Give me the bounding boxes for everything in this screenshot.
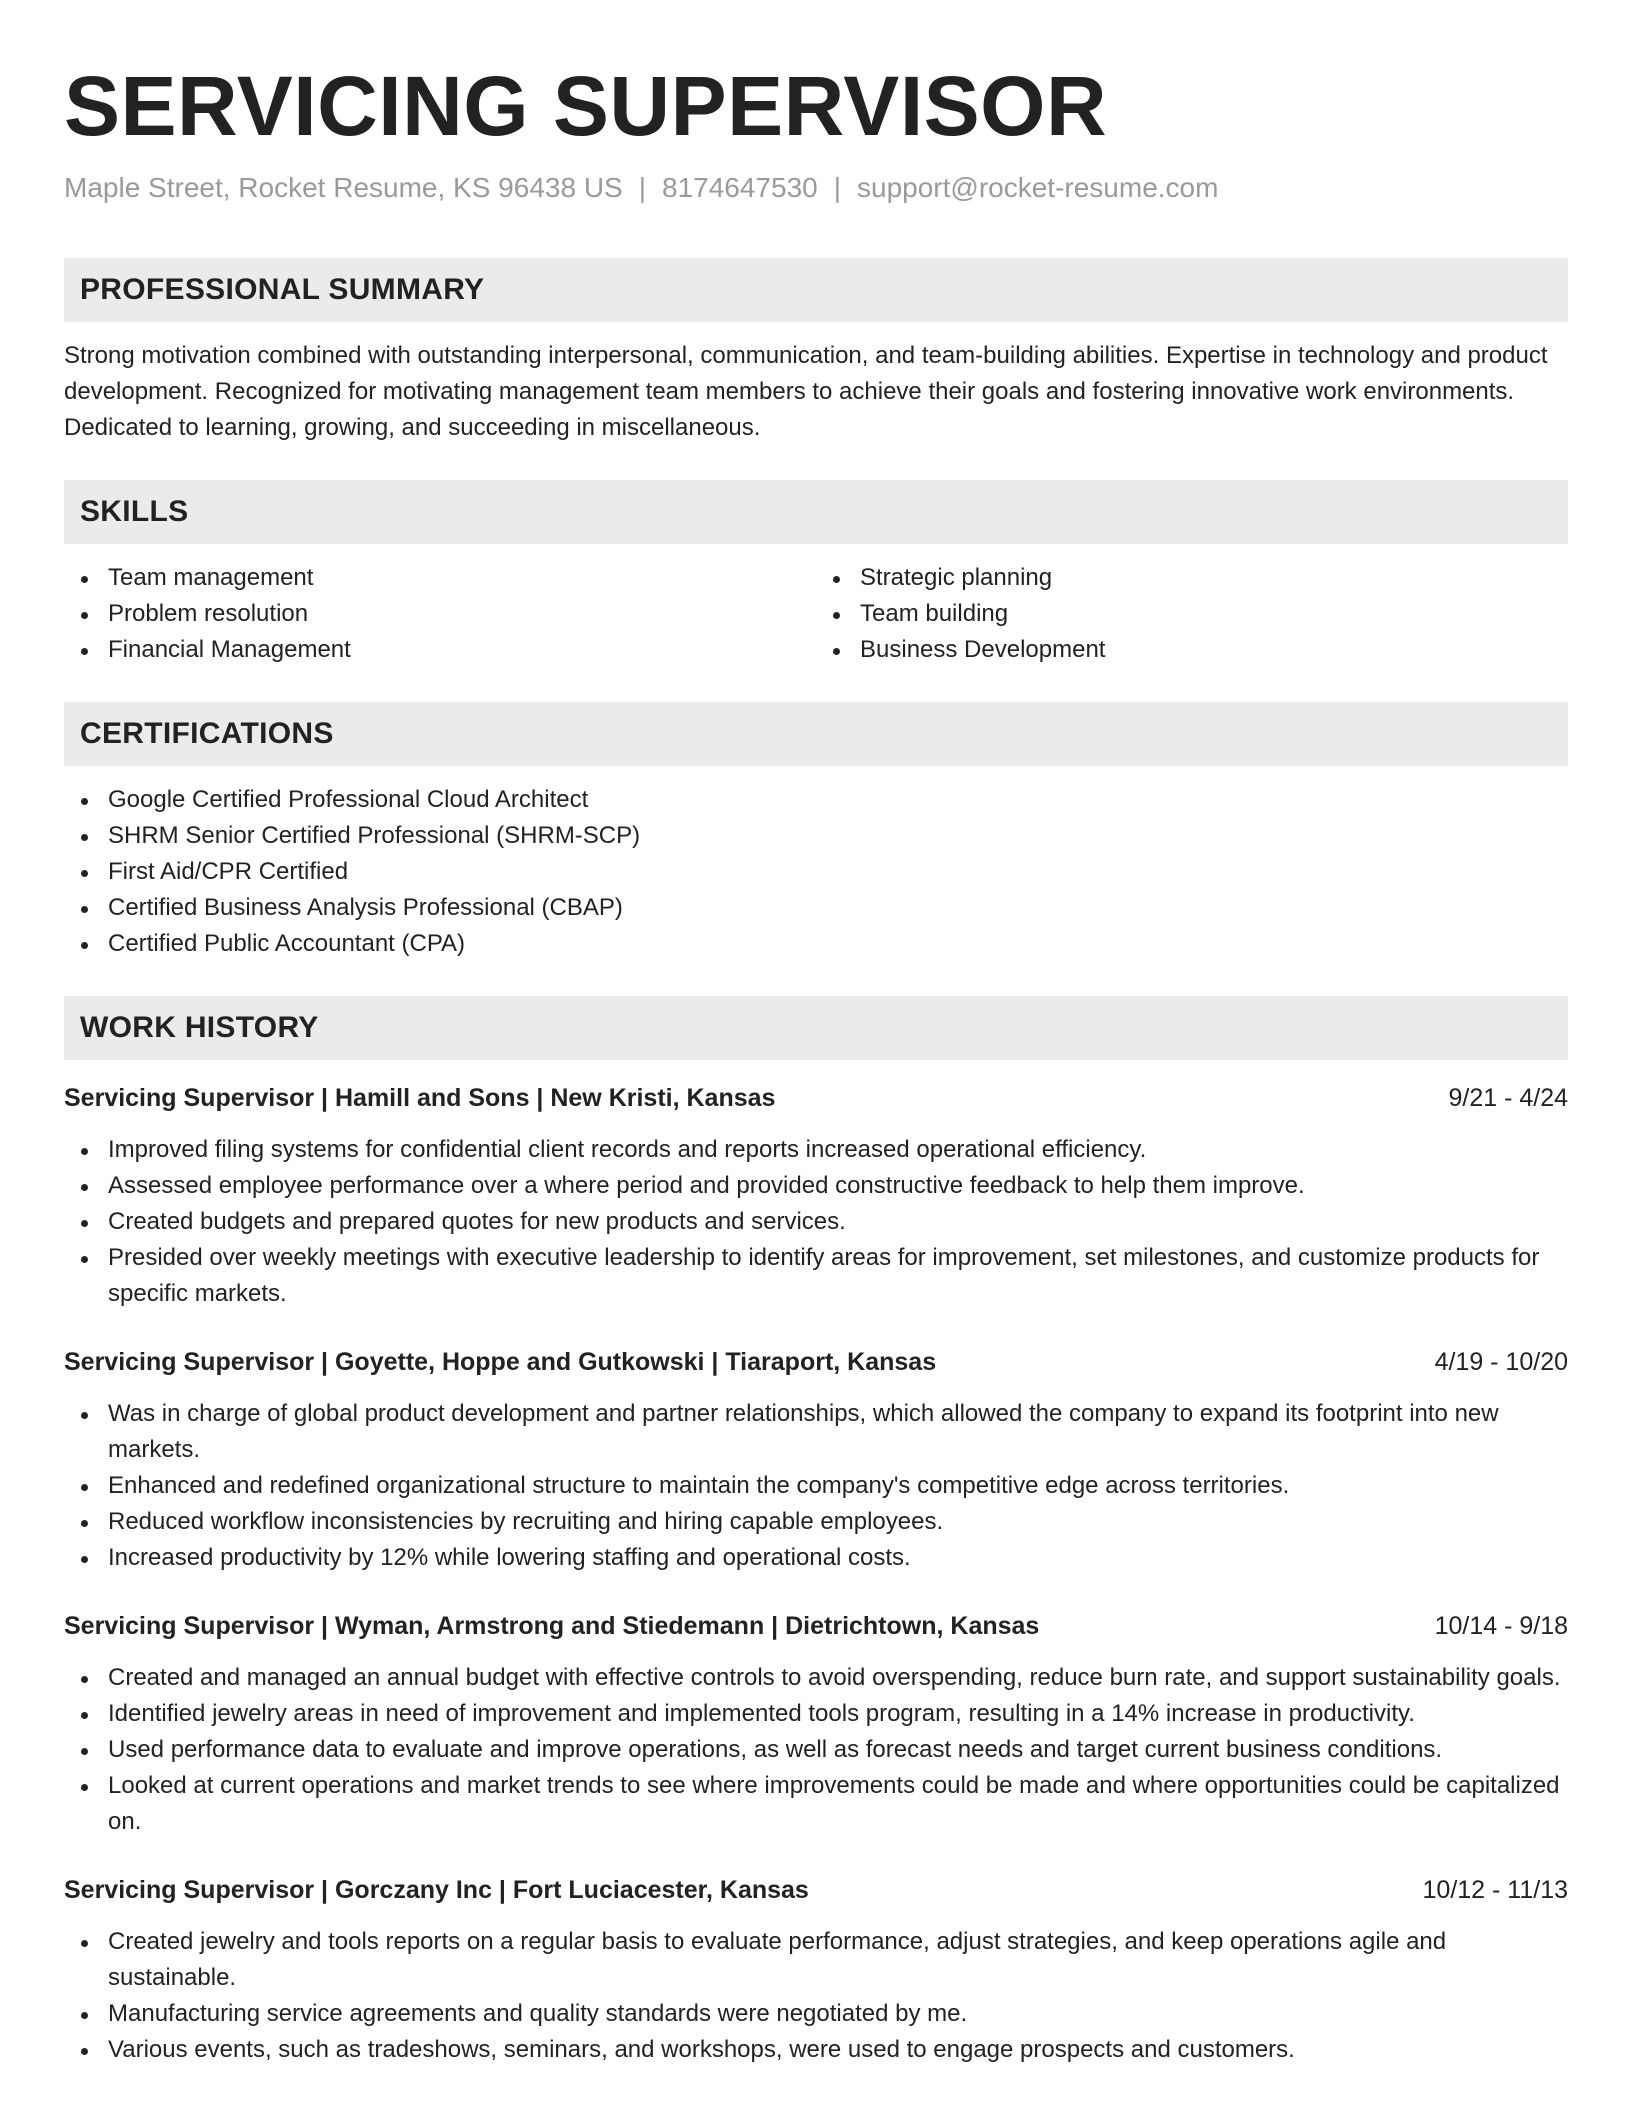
job-header [64, 1608, 1568, 1644]
job-bullet: Presided over weekly meetings with executive leadership to identify areas for improvement, set milestones, and customize products for specific markets. [64, 1240, 1568, 1312]
job-bullet: Assessed employee performance over a where period and provided constructive feedback to help them improve. [64, 1168, 1568, 1204]
contact-line [64, 170, 1568, 206]
skill-item: Team building [816, 596, 1568, 632]
job-bullet: Created budgets and prepared quotes for new products and services. [64, 1204, 1568, 1240]
skill-item: Problem resolution [64, 596, 816, 632]
summary-text: Strong motivation combined with outstanding interpersonal, communication, and team-building abilities. Expertise in technology and product development. Recognized for motivating management team members to achieve their goals and fostering innovative work environments. Dedicated to learning, growing, and succeeding in miscellaneous. [64, 342, 1548, 441]
job-header [64, 1344, 1568, 1380]
skill-item: Team management [64, 560, 816, 596]
skills-heading: SKILLS [80, 495, 189, 528]
job-title: Servicing Supervisor | Goyette, Hoppe and Gutkowski | Tiaraport, Kansas [64, 1348, 937, 1376]
skills-section-header [64, 480, 1568, 544]
job-entry [64, 1608, 1568, 1840]
skills-column-right [816, 560, 1568, 668]
job-dates: 10/12 - 11/13 [1422, 1876, 1568, 1904]
job-header [64, 1080, 1568, 1116]
job-bullet: Was in charge of global product development and partner relationships, which allowed the company to expand its footprint into new markets. [64, 1396, 1568, 1468]
job-bullet: Increased productivity by 12% while lowering staffing and operational costs. [64, 1540, 1568, 1576]
address: Maple Street, Rocket Resume, KS 96438 US [64, 172, 623, 203]
job-title: Servicing Supervisor | Wyman, Armstrong and Stiedemann | Dietrichtown, Kansas [64, 1612, 1040, 1640]
skills-list [64, 560, 1568, 668]
job-header [64, 1872, 1568, 1908]
job-bullets [64, 1660, 1568, 1840]
skill-item: Strategic planning [816, 560, 1568, 596]
work-history-section-header [64, 996, 1568, 1060]
certification-item: First Aid/CPR Certified [64, 854, 1568, 890]
job-title: Servicing Supervisor | Hamill and Sons | New Kristi, Kansas [64, 1084, 776, 1112]
job-bullet: Reduced workflow inconsistencies by recruiting and hiring capable employees. [64, 1504, 1568, 1540]
job-bullet: Created jewelry and tools reports on a regular basis to evaluate performance, adjust strategies, and keep operations agile and sustainable. [64, 1924, 1568, 1996]
job-bullets [64, 1924, 1568, 2068]
skills-column-left [64, 560, 816, 668]
skill-item: Financial Management [64, 632, 816, 668]
certification-item: Certified Business Analysis Professional (CBAP) [64, 890, 1568, 926]
job-entry [64, 1080, 1568, 1312]
certification-item: Google Certified Professional Cloud Architect [64, 782, 1568, 818]
certifications-heading: CERTIFICATIONS [80, 717, 334, 750]
job-bullet: Identified jewelry areas in need of improvement and implemented tools program, resulting in a 14% increase in productivity. [64, 1696, 1568, 1732]
job-bullet: Created and managed an annual budget with effective controls to avoid overspending, reduce burn rate, and support sustainability goals. [64, 1660, 1568, 1696]
job-title: Servicing Supervisor | Gorczany Inc | Fort Luciacester, Kansas [64, 1876, 809, 1904]
certification-item: SHRM Senior Certified Professional (SHRM-SCP) [64, 818, 1568, 854]
work-history-heading: WORK HISTORY [80, 1011, 319, 1044]
job-bullet: Various events, such as tradeshows, seminars, and workshops, were used to engage prospects and customers. [64, 2032, 1568, 2068]
job-bullet: Improved filing systems for confidential client records and reports increased operational efficiency. [64, 1132, 1568, 1168]
email: support@rocket-resume.com [857, 172, 1219, 203]
skill-item: Business Development [816, 632, 1568, 668]
job-bullets [64, 1396, 1568, 1576]
job-entry [64, 1344, 1568, 1576]
work-history-list [64, 1080, 1568, 2068]
certifications-list [64, 782, 1568, 962]
candidate-name: SERVICING SUPERVISOR [64, 59, 1108, 153]
contact-separator: | [638, 172, 646, 203]
summary-heading: PROFESSIONAL SUMMARY [80, 273, 485, 306]
job-dates: 9/21 - 4/24 [1448, 1084, 1568, 1112]
contact-separator: | [833, 172, 842, 203]
job-dates: 10/14 - 9/18 [1434, 1612, 1568, 1640]
certification-item: Certified Public Accountant (CPA) [64, 926, 1568, 962]
job-dates: 4/19 - 10/20 [1434, 1348, 1568, 1376]
job-bullets [64, 1132, 1568, 1312]
job-entry [64, 1872, 1568, 2068]
job-bullet: Enhanced and redefined organizational structure to maintain the company's competitive edge across territories. [64, 1468, 1568, 1504]
summary-section-header [64, 258, 1568, 322]
certifications-section-header [64, 702, 1568, 766]
phone: 8174647530 [662, 172, 818, 203]
job-bullet: Manufacturing service agreements and quality standards were negotiated by me. [64, 1996, 1568, 2032]
job-bullet: Looked at current operations and market trends to see where improvements could be made and where opportunities could be capitalized on. [64, 1768, 1568, 1840]
job-bullet: Used performance data to evaluate and improve operations, as well as forecast needs and target current business conditions. [64, 1732, 1568, 1768]
